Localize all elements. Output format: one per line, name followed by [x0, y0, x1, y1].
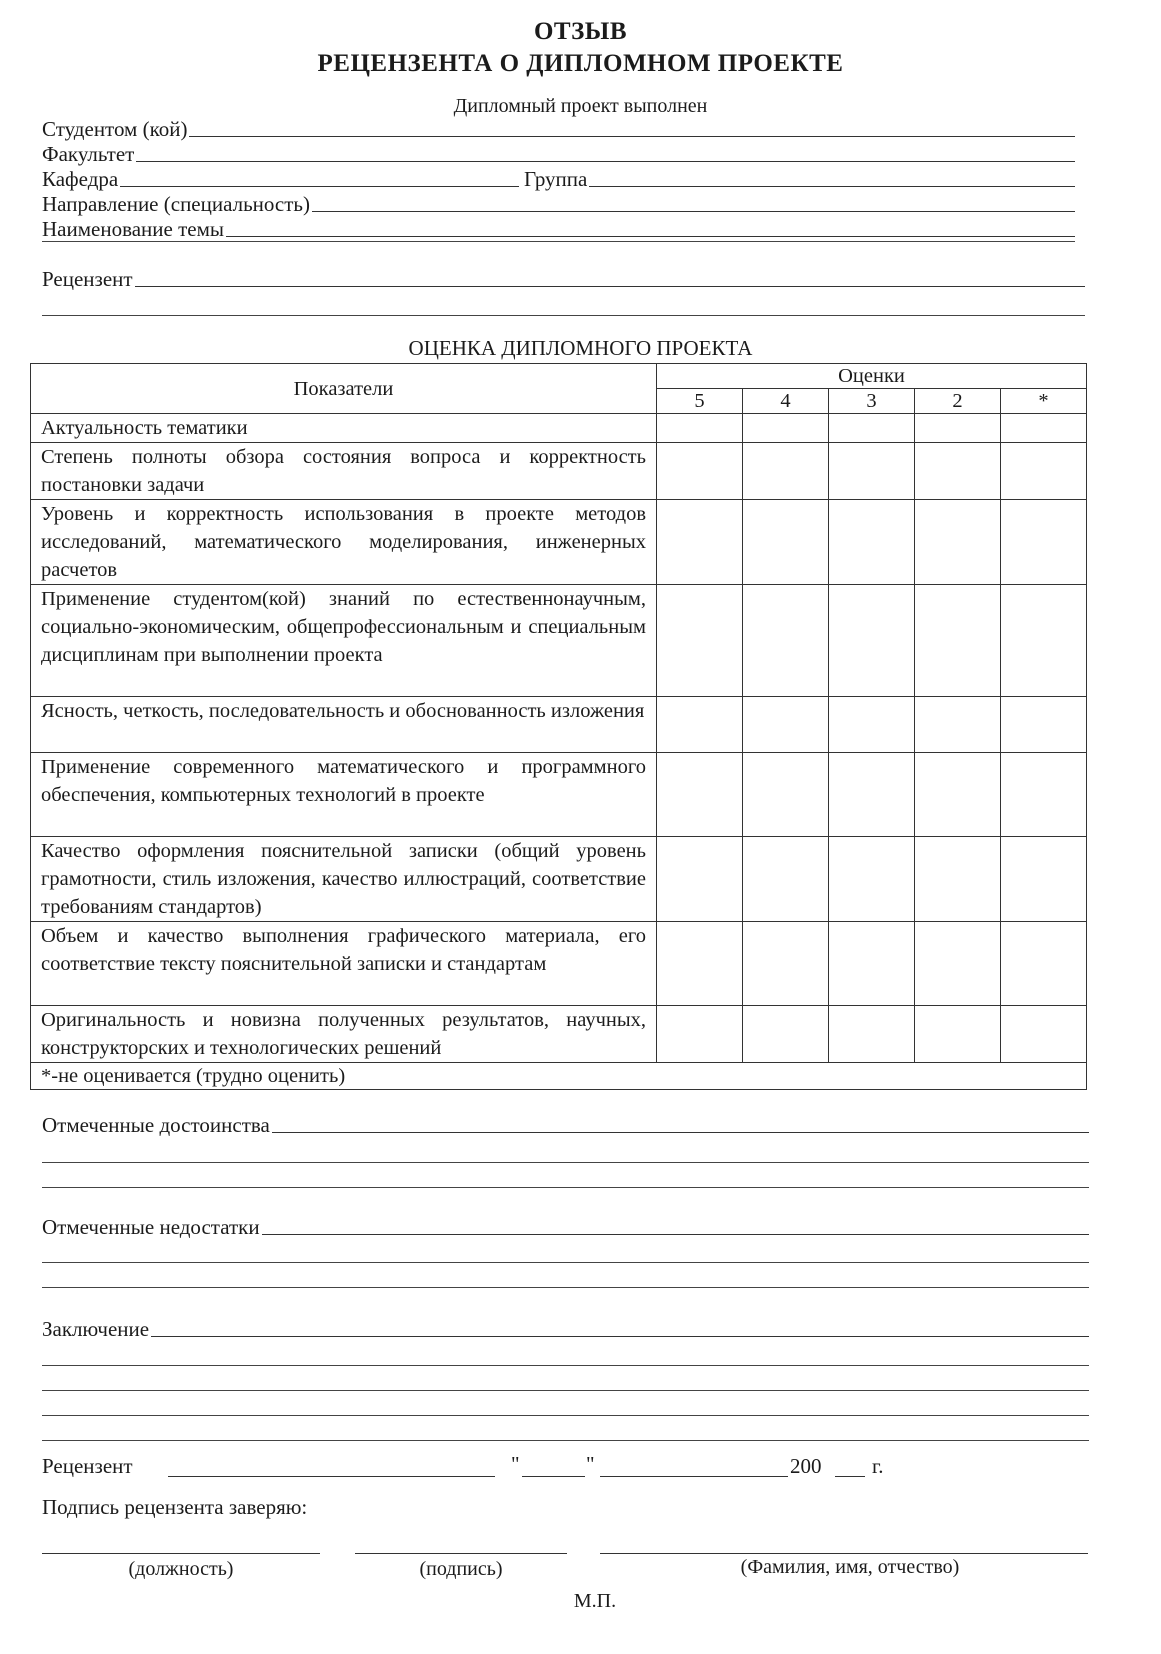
- sign-caption: (подпись): [419, 1558, 503, 1580]
- grade-cell[interactable]: [743, 837, 829, 922]
- grade-cell[interactable]: [743, 443, 829, 500]
- grade-cell[interactable]: [657, 837, 743, 922]
- shortcomings-line-3[interactable]: [42, 1287, 1089, 1288]
- topic-label: Наименование темы: [42, 217, 224, 241]
- table-row: [31, 443, 1087, 500]
- grade-col-5: 5: [657, 389, 743, 414]
- grade-cell[interactable]: [657, 922, 743, 1006]
- grade-cell[interactable]: [743, 697, 829, 753]
- grade-cell[interactable]: [1001, 585, 1087, 697]
- form-subtitle: Дипломный проект выполнен: [453, 95, 708, 117]
- grade-cell[interactable]: [743, 1006, 829, 1063]
- faculty-field[interactable]: [42, 141, 1075, 165]
- grade-col-na: *: [1001, 389, 1087, 414]
- shortcomings-field[interactable]: [42, 1214, 1089, 1238]
- topic-field[interactable]: [42, 216, 1075, 240]
- conclusion-line-4[interactable]: [42, 1415, 1089, 1416]
- grades-header: Оценки: [657, 364, 1087, 389]
- grade-cell[interactable]: [829, 753, 915, 837]
- date-year-line[interactable]: [835, 1476, 865, 1477]
- grade-cell[interactable]: [829, 697, 915, 753]
- sign-line[interactable]: [355, 1553, 567, 1554]
- reviewer-extra-line[interactable]: [42, 315, 1085, 316]
- merits-field[interactable]: [42, 1112, 1089, 1136]
- grade-cell[interactable]: [829, 443, 915, 500]
- merits-line-2[interactable]: [42, 1162, 1089, 1163]
- reviewer-field[interactable]: [42, 266, 1085, 290]
- grade-cell[interactable]: [743, 500, 829, 585]
- conclusion-field[interactable]: [42, 1316, 1089, 1340]
- shortcomings-label: Отмеченные недостатки: [42, 1215, 260, 1239]
- student-label: Студентом (кой): [42, 117, 188, 141]
- table-row: [31, 1006, 1087, 1063]
- date-day-line[interactable]: [522, 1476, 585, 1477]
- stamp-place: М.П.: [573, 1590, 617, 1612]
- grade-cell[interactable]: [915, 585, 1001, 697]
- conclusion-line-2[interactable]: [42, 1365, 1089, 1366]
- merits-label: Отмеченные достоинства: [42, 1113, 270, 1137]
- table-row: [31, 922, 1087, 1006]
- conclusion-line-5[interactable]: [42, 1440, 1089, 1441]
- indicator-text: Оригинальность и новизна полученных результатов, научных, конструкторских и технологических решений: [31, 1006, 657, 1063]
- grade-cell[interactable]: [1001, 697, 1087, 753]
- table-row: [31, 753, 1087, 837]
- certify-label: Подпись рецензента заверяю:: [42, 1495, 308, 1519]
- table-row: [31, 837, 1087, 922]
- department-label: Кафедра: [42, 167, 119, 191]
- grade-cell[interactable]: [1001, 753, 1087, 837]
- indicator-text: Уровень и корректность использования в проекте методов исследований, математического моделирования, инженерных расчетов: [31, 500, 657, 585]
- grade-cell[interactable]: [657, 697, 743, 753]
- date-year-prefix: 200: [790, 1454, 822, 1478]
- grade-cell[interactable]: [657, 500, 743, 585]
- grade-cell[interactable]: [915, 414, 1001, 443]
- indicator-text: Объем и качество выполнения графического материала, его соответствие тексту пояснительной записки и стандартам: [31, 922, 657, 1006]
- grade-cell[interactable]: [915, 1006, 1001, 1063]
- indicator-text: Применение современного математического и программного обеспечения, компьютерных технологий в проекте: [31, 753, 657, 837]
- grade-cell[interactable]: [915, 922, 1001, 1006]
- grade-cell[interactable]: [1001, 922, 1087, 1006]
- merits-line-3[interactable]: [42, 1187, 1089, 1188]
- form-subject: РЕЦЕНЗЕНТА О ДИПЛОМНОМ ПРОЕКТЕ: [317, 50, 844, 77]
- conclusion-line-3[interactable]: [42, 1390, 1089, 1391]
- assessment-table: [30, 363, 1087, 1090]
- grade-cell[interactable]: [915, 753, 1001, 837]
- grade-cell[interactable]: [915, 837, 1001, 922]
- grade-cell[interactable]: [915, 500, 1001, 585]
- grade-col-3: 3: [829, 389, 915, 414]
- grade-cell[interactable]: [743, 753, 829, 837]
- group-label: Группа: [524, 167, 588, 191]
- grade-cell[interactable]: [1001, 500, 1087, 585]
- faculty-label: Факультет: [42, 142, 135, 166]
- table-row: [31, 697, 1087, 753]
- grade-cell[interactable]: [657, 585, 743, 697]
- grade-cell[interactable]: [915, 697, 1001, 753]
- indicators-header: Показатели: [31, 364, 657, 414]
- reviewer-label: Рецензент: [42, 267, 133, 291]
- fullname-line[interactable]: [600, 1553, 1088, 1554]
- indicator-text: Ясность, четкость, последовательность и обоснованность изложения: [31, 697, 657, 753]
- grade-cell[interactable]: [829, 1006, 915, 1063]
- grade-cell[interactable]: [829, 922, 915, 1006]
- grade-cell[interactable]: [829, 585, 915, 697]
- indicator-text: Актуальность тематики: [31, 414, 657, 443]
- date-year-suffix: г.: [872, 1454, 884, 1478]
- indicator-text: Применение студентом(кой) знаний по естественнонаучным, социально-экономическим, общепрофессиональным и специальным дисциплинам при выполнении проекта: [31, 585, 657, 697]
- grade-cell[interactable]: [743, 414, 829, 443]
- date-quote-close: ": [586, 1452, 595, 1476]
- table-note-row: [31, 1063, 1087, 1090]
- grade-cell[interactable]: [829, 500, 915, 585]
- grade-cell[interactable]: [829, 837, 915, 922]
- grade-cell[interactable]: [657, 414, 743, 443]
- form-title: ОТЗЫВ: [533, 18, 628, 45]
- conclusion-label: Заключение: [42, 1317, 150, 1341]
- table-footnote: *-не оценивается (трудно оценить): [31, 1063, 1087, 1090]
- reviewer-signature-line[interactable]: [168, 1476, 495, 1477]
- department-field[interactable]: [42, 166, 519, 190]
- grade-cell[interactable]: [1001, 1006, 1087, 1063]
- group-field[interactable]: [524, 166, 1075, 190]
- table-row: [31, 500, 1087, 585]
- assessment-title: ОЦЕНКА ДИПЛОМНОГО ПРОЕКТА: [408, 336, 753, 360]
- table-row: [31, 585, 1087, 697]
- position-line[interactable]: [42, 1553, 320, 1554]
- grade-cell[interactable]: [657, 1006, 743, 1063]
- grade-cell[interactable]: [743, 585, 829, 697]
- grade-col-4: 4: [743, 389, 829, 414]
- direction-label: Направление (специальность): [42, 192, 310, 216]
- table-row: [31, 414, 1087, 443]
- student-field[interactable]: [42, 116, 1075, 140]
- topic-extra-line[interactable]: [42, 241, 1075, 242]
- grade-cell[interactable]: [829, 414, 915, 443]
- grade-cell[interactable]: [915, 443, 1001, 500]
- grade-col-2: 2: [915, 389, 1001, 414]
- grade-cell[interactable]: [1001, 414, 1087, 443]
- grade-cell[interactable]: [1001, 443, 1087, 500]
- grade-cell[interactable]: [1001, 837, 1087, 922]
- indicator-text: Степень полноты обзора состояния вопроса и корректность постановки задачи: [31, 443, 657, 500]
- date-month-line[interactable]: [600, 1476, 788, 1477]
- indicator-text: Качество оформления пояснительной записки (общий уровень грамотности, стиль изложения, качество иллюстраций, соответствие требованиям стандартов): [31, 837, 657, 922]
- grade-cell[interactable]: [657, 753, 743, 837]
- reviewer-signature-label: Рецензент: [42, 1454, 133, 1478]
- shortcomings-line-2[interactable]: [42, 1262, 1089, 1263]
- grade-cell[interactable]: [743, 922, 829, 1006]
- grade-cell[interactable]: [657, 443, 743, 500]
- position-caption: (должность): [128, 1558, 234, 1580]
- date-quote-open: ": [511, 1452, 520, 1476]
- fullname-caption: (Фамилия, имя, отчество): [740, 1556, 960, 1578]
- direction-field[interactable]: [42, 191, 1075, 215]
